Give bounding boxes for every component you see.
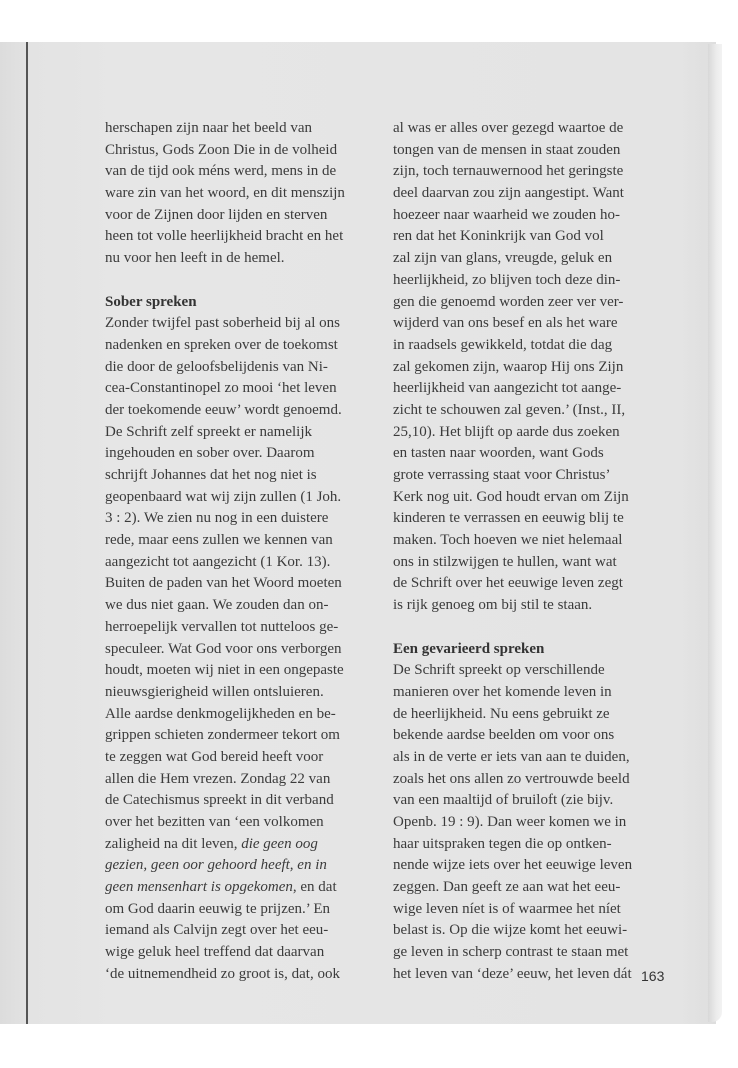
text-line: zal gekomen zijn, waarop Hij ons Zijn [393, 358, 624, 375]
text-line: tongen van de mensen in staat zouden [393, 141, 621, 158]
text-line: te zeggen wat God bereid heeft voor [105, 748, 324, 765]
text-line: gen die genoemd worden zeer ver ver- [393, 293, 624, 310]
text-line: Buiten de paden van het Woord moeten [105, 575, 342, 592]
section-heading: Een gevarieerd spreken [393, 640, 545, 657]
text-line: speculeer. Wat God voor ons verborgen [105, 640, 342, 657]
text-line: Zonder twijfel past soberheid bij al ons [105, 315, 340, 332]
text-line: nadenken en spreken over de toekomst [105, 336, 338, 353]
text-line: zal zijn van glans, vreugde, geluk en [393, 250, 613, 267]
text-line: zicht te schouwen zal geven.’ (Inst., II, [393, 401, 626, 418]
italic-text: gezien, geen oor gehoord heeft, en in [105, 857, 327, 874]
text-line: al was er alles over gezegd waartoe de [393, 120, 624, 136]
text-line: De Schrift zelf spreekt er namelijk [105, 423, 312, 440]
text-line: de heerlijkheid. Nu eens gebruikt ze [393, 705, 610, 722]
text-line: heen tot volle heerlijkheid bracht en het [105, 228, 344, 245]
text-line: cea-Constantinopel zo mooi ‘het leven [105, 380, 337, 397]
text-line [105, 855, 345, 877]
text-line: het leven van ‘deze’ eeuw, het leven dát [393, 965, 632, 982]
text-line: herroepelijk vervallen tot nutteloos ge- [105, 618, 339, 635]
text-line: rede, maar eens zullen we kennen van [105, 532, 333, 549]
text-line: om God daarin eeuwig te prijzen.’ En [105, 900, 331, 917]
text-line: kinderen te verrassen en eeuwig blij te [393, 510, 624, 527]
text-line: Alle aardse denkmogelijkheden en be- [105, 705, 336, 722]
section-heading: Sober spreken [105, 293, 197, 310]
text-line: Kerk nog uit. God houdt ervan om Zijn [393, 488, 629, 505]
text-line: zeggen. Dan geeft ze aan wat het eeu- [393, 879, 621, 896]
text-segment: zaligheid na dit leven, [105, 835, 242, 852]
text-line: herschapen zijn naar het beeld van [105, 120, 312, 136]
left-text-column [105, 118, 345, 986]
text-line: ons in stilzwijgen te hullen, want wat [393, 553, 617, 570]
text-line: in raadsels gewikkeld, totdat die dag [393, 336, 613, 353]
text-line: heerlijkheid van aangezicht tot aange- [393, 380, 622, 397]
text-segment: , en dat [292, 879, 337, 896]
text-line: ge leven in scherp contrast te staan met [393, 944, 629, 961]
text-line [105, 834, 345, 856]
text-line: als in de verte er iets van aan te duiden, [393, 748, 630, 765]
paragraph-gap [393, 617, 632, 639]
text-line: heerlijkheid, zo blijven toch deze din- [393, 271, 621, 288]
right-text-column [393, 118, 632, 986]
text-line: hoezeer naar waarheid we zouden ho- [393, 206, 620, 223]
text-line: wijderd van ons besef en als het ware [393, 315, 618, 332]
text-line: Christus, Gods Zoon Die in de volheid [105, 141, 338, 158]
text-line: deel daarvan zou zijn aangestipt. Want [393, 185, 624, 202]
text-line: grippen schieten zondermeer tekort om [105, 727, 340, 744]
text-line: haar uitspraken tegen die op ontken- [393, 835, 612, 852]
page-number: 163 [641, 968, 665, 984]
text-line: over het bezitten van ‘een volkomen [105, 814, 324, 830]
text-line: van een maaltijd of bruiloft (zie bijv. [393, 792, 614, 809]
text-line: iemand als Calvijn zegt over het eeu- [105, 922, 329, 939]
text-line: 3 : 2). We zien nu nog in een duistere [105, 510, 329, 527]
italic-text: die geen oog [241, 835, 318, 852]
text-line: 25,10). Het blijft op aarde dus zoeken [393, 423, 620, 440]
text-line: bekende aardse beelden om voor ons [393, 727, 615, 744]
text-line: de Catechismus spreekt in dit verband [105, 792, 334, 809]
text-line: nu voor hen leeft in de hemel. [105, 250, 285, 267]
text-line: van de tijd ook méns werd, mens in de [105, 163, 337, 180]
text-line: wige leven níet is of waarmee het níet [393, 900, 621, 917]
text-line: De Schrift spreekt op verschillende [393, 662, 605, 679]
text-line: geopenbaard wat wij zijn zullen (1 Joh. [105, 488, 342, 505]
italic-text: geen mensenhart is opgekomen [105, 879, 293, 896]
text-line: is rijk genoeg om bij stil te staan. [393, 597, 593, 614]
text-line: ingehouden en sober over. Daarom [105, 445, 315, 462]
text-line: nende wijze iets over het eeuwige leven [393, 857, 633, 874]
paragraph-gap [105, 270, 345, 292]
page-stack-edge [708, 44, 722, 1022]
text-line: voor de Zijnen door lijden en sterven [105, 206, 328, 223]
text-line: ren dat het Koninkrijk van God vol [393, 228, 604, 245]
text-line: en tasten naar woorden, want Gods [393, 445, 604, 462]
text-line: allen die Hem vrezen. Zondag 22 van [105, 770, 331, 787]
text-line: der toekomende eeuw’ wordt genoemd. [105, 401, 342, 418]
text-line: maken. Toch hoeven we niet helemaal [393, 532, 623, 549]
text-line: houdt, moeten wij niet in een ongepaste [105, 662, 344, 679]
text-line: manieren over het komende leven in [393, 683, 612, 700]
text-line: wige geluk heel treffend dat daarvan [105, 944, 325, 961]
text-line: zoals het ons allen zo vertrouwde beeld [393, 770, 630, 787]
text-line: nieuwsgierigheid willen ontsluieren. [105, 683, 324, 700]
text-line: die door de geloofsbelijdenis van Ni- [105, 358, 328, 375]
text-line: ware zin van het woord, en dit menszijn [105, 185, 345, 202]
text-line: grote verrassing staat voor Christus’ [393, 467, 611, 483]
text-line: ‘de uitnemendheid zo groot is, dat, ook [105, 965, 340, 982]
book-binding-line [26, 42, 28, 1024]
text-line [105, 877, 345, 899]
text-line: belast is. Op die wijze komt het eeuwi- [393, 922, 628, 939]
text-line: aangezicht tot aangezicht (1 Kor. 13). [105, 553, 331, 570]
text-line: we dus niet gaan. We zouden dan on- [105, 597, 329, 614]
text-line: schrijft Johannes dat het nog niet is [105, 467, 317, 483]
text-line: de Schrift over het eeuwige leven zegt [393, 575, 623, 592]
text-line: Openb. 19 : 9). Dan weer komen we in [393, 814, 627, 830]
text-line: zijn, toch ternauwernood het geringste [393, 163, 624, 180]
